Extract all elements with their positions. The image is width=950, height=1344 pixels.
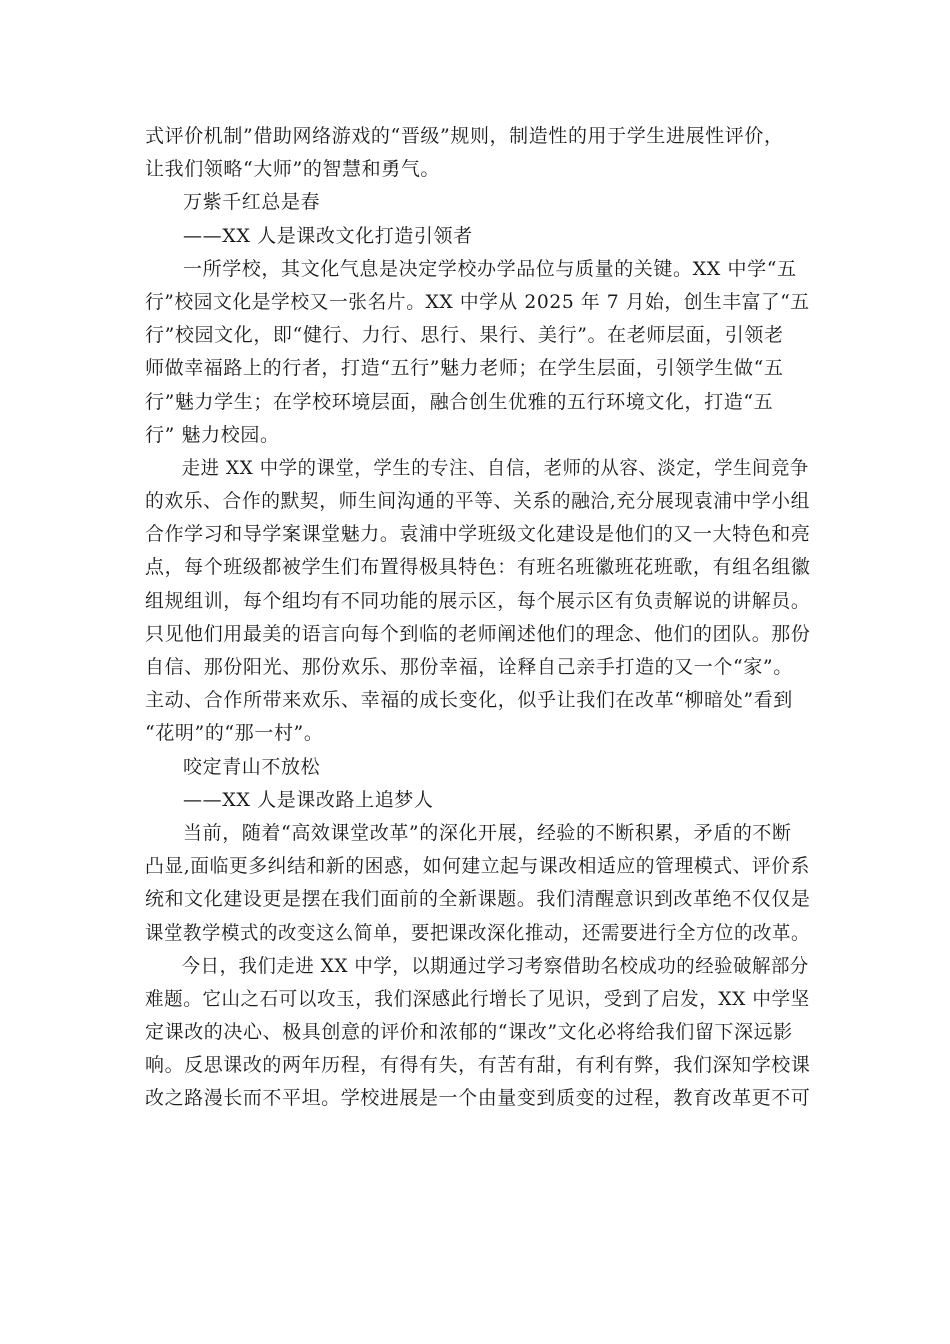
text-line: 主动、合作所带来欢乐、幸福的成长变化，似乎让我们在改革“柳暗处”看到 [145,689,793,712]
text-line: 咬定青山不放松 [183,755,321,778]
text-line: 万紫千红总是春 [183,191,321,214]
text-line: 式评价机制”借助网络游戏的“晋级”规则，制造性的用于学生进展性评价， [145,125,784,147]
text-line: 让我们领略“大师”的智慧和勇气。 [145,158,441,181]
text-line: 难题。它山之石可以攻玉，我们深感此行增长了见识，受到了启发，XX 中学坚 [145,987,810,1010]
text-line: 的欢乐、合作的默契，师生间沟通的平等、关系的融洽,充分展现袁浦中学小组 [145,490,811,513]
text-line: 行”校园文化，即“健行、力行、思行、果行、美行”。在老师层面，引领老 [145,324,784,347]
document-body [145,120,810,1116]
text-line: 定课改的决心、极具创意的评价和浓郁的“课改”文化必将给我们留下深远影 [145,1021,793,1044]
text-line: 当前，随着“高效课堂改革”的深化开展，经验的不断积累，矛盾的不断 [183,821,792,844]
text-line: 师做幸福路上的行者，打造“五行”魅力老师；在学生层面，引领学生做“五 [145,357,784,380]
text-line: 响。反思课改的两年历程，有得有失，有苦有甜，有利有弊，我们深知学校课 [145,1054,811,1077]
text-line: 点，每个班级都被学生们布置得极具特色：有班名班徽班花班歌，有组名组徽 [145,556,811,579]
text-line: 行”校园文化是学校又一张名片。XX 中学从 2025 年 7 月始，创生丰富了“五 [145,290,810,313]
text-line: “花明”的“那一村”。 [145,722,324,745]
text-line: ——XX 人是课改文化打造引领者 [183,224,473,247]
text-line: 组规组训，每个组均有不同功能的展示区，每个展示区有负责解说的讲解员。 [145,589,811,612]
text-line: 课堂教学模式的改变这么简单，要把课改深化推动，还需要进行全方位的改革。 [145,921,811,944]
text-line: 今日，我们走进 XX 中学，以期通过学习考察借助名校成功的经验破解部分 [181,954,809,977]
text-line: 统和文化建设更是摆在我们面前的全新课题。我们清醒意识到改革绝不仅仅是 [145,888,811,911]
text-line: 走进 XX 中学的课堂，学生的专注、自信，老师的从容、淡定，学生间竞争 [181,456,809,479]
text-line: 只见他们用最美的语言向每个到临的老师阐述他们的理念、他们的团队。那份 [145,622,811,645]
text-line: 自信、那份阳光、那份欢乐、那份幸福，诠释自己亲手打造的又一个“家”。 [145,656,793,678]
text-line: 凸显,面临更多纠结和新的困惑，如何建立起与课改相适应的管理模式、评价系 [145,855,811,878]
text-line: 行”魅力学生；在学校环境层面，融合创生优雅的五行环境文化，打造“五 [145,390,774,413]
text-line: ——XX 人是课改路上追梦人 [183,788,434,811]
text-line: 合作学习和导学案课堂魅力。袁浦中学班级文化建设是他们的又一大特色和亮 [145,523,811,546]
text-line: 改之路漫长而不平坦。学校进展是一个由量变到质变的过程，教育改革更不可 [145,1087,811,1110]
text-line: 一所学校，其文化气息是决定学校办学品位与质量的关键。XX 中学“五 [183,257,797,280]
text-line: 行” 魅力校园。 [145,423,280,446]
